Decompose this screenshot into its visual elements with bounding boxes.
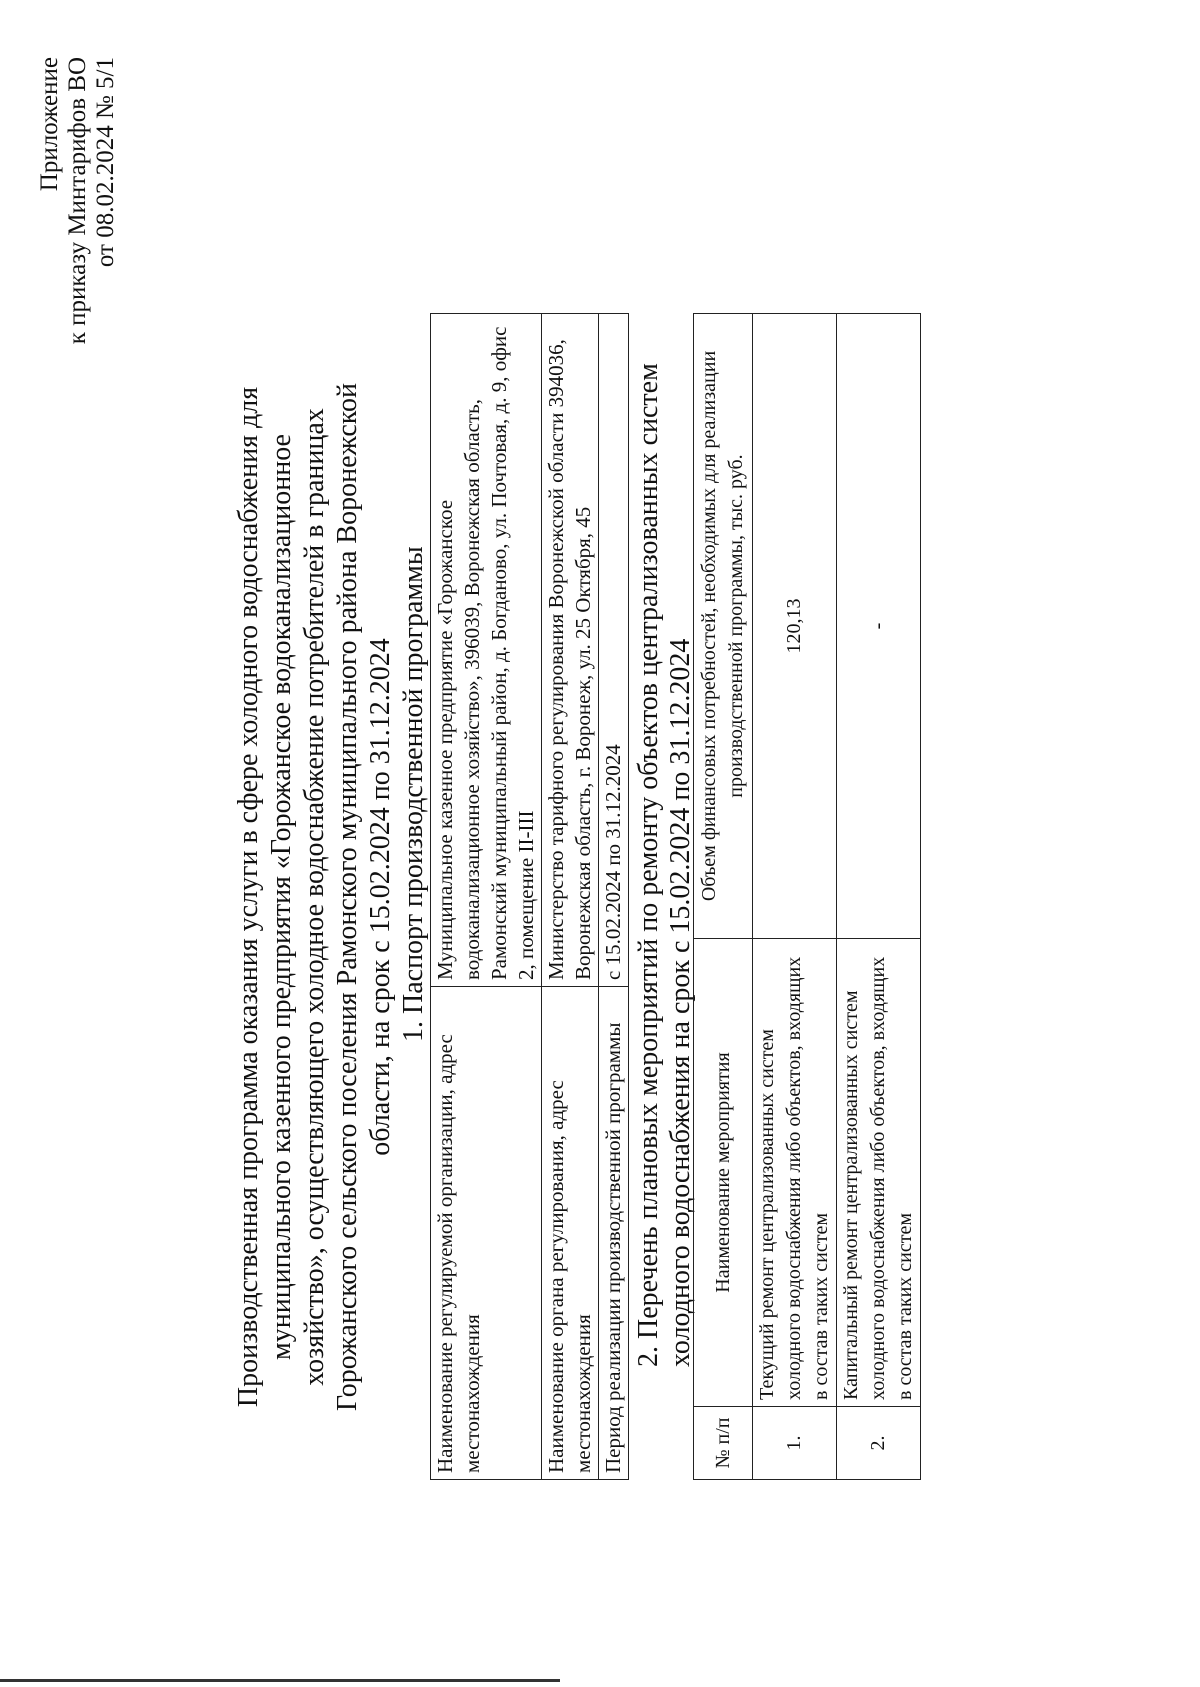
appendix-line-1: Приложение xyxy=(36,57,63,192)
section-2-title: 2. Перечень плановых мероприятий по ремонту объектов централизованных систем холодного водоснабжения на срок с 15.02.2024 по 31.12.2024 xyxy=(633,363,696,1367)
section-1-title: 1. Паспорт производственной программы xyxy=(398,546,429,1042)
measure-name: Капитальный ремонт централизованных систем холодного водоснабжения либо объектов, входящих в состав таких систем xyxy=(837,939,921,1407)
passport-value: с 15.02.2024 по 31.12.2024 xyxy=(599,314,629,987)
table-header-row xyxy=(694,314,753,1480)
passport-label: Наименование органа регулирования, адрес местонахождения xyxy=(542,987,599,1480)
column-header-name: Наименование мероприятия xyxy=(694,939,753,1407)
measures-table xyxy=(693,313,921,1480)
appendix-line-3: от 08.02.2024 № 5/1 xyxy=(92,57,119,268)
measure-name: Текущий ремонт централизованных систем холодного водоснабжения либо объектов, входящих в состав таких систем xyxy=(753,939,837,1407)
column-header-number: № п/п xyxy=(694,1407,753,1480)
table-row xyxy=(542,314,599,1480)
passport-value: Министерство тарифного регулирования Воронежской области 394036, Воронежская область, г. Воронеж, ул. 25 Октября, 45 xyxy=(542,314,599,987)
passport-value: Муниципальное казенное предприятие «Горожанское водоканализационное хозяйство», 396039, Воронежская область, Рамонский муниципальный район, д. Богданово, ул. Почтовая, д. 9, офис 2, помещение II-III xyxy=(431,314,542,987)
passport-label: Наименование регулируемой организации, адрес местонахождения xyxy=(431,987,542,1480)
row-number: 1. xyxy=(753,1407,837,1480)
table-row xyxy=(431,314,542,1480)
measure-value: 120,13 xyxy=(753,314,837,939)
row-number: 2. xyxy=(837,1407,921,1480)
document-title: Производственная программа оказания услуги в сфере холодного водоснабжения для муниципального казенного предприятия «Горожанское водоканализационное хозяйство», осуществляющего холодное водоснабжение потребителей в границах Горожанского сельского поселения Рамонского муниципального района Воронежской области, на срок с 15.02.2024 по 31.12.2024 xyxy=(233,383,396,1411)
table-row xyxy=(599,314,629,1480)
appendix-line-2: к приказу Минтарифов ВО xyxy=(64,57,91,345)
scan-edge-line xyxy=(0,1679,560,1682)
measure-value: - xyxy=(837,314,921,939)
column-header-value: Объем финансовых потребностей, необходимых для реализации производственной программы, тыс. руб. xyxy=(694,314,753,939)
table-row xyxy=(837,314,921,1480)
passport-table xyxy=(430,313,629,1480)
appendix-header xyxy=(36,57,120,497)
passport-label: Период реализации производственной программы xyxy=(599,987,629,1480)
table-row xyxy=(753,314,837,1480)
